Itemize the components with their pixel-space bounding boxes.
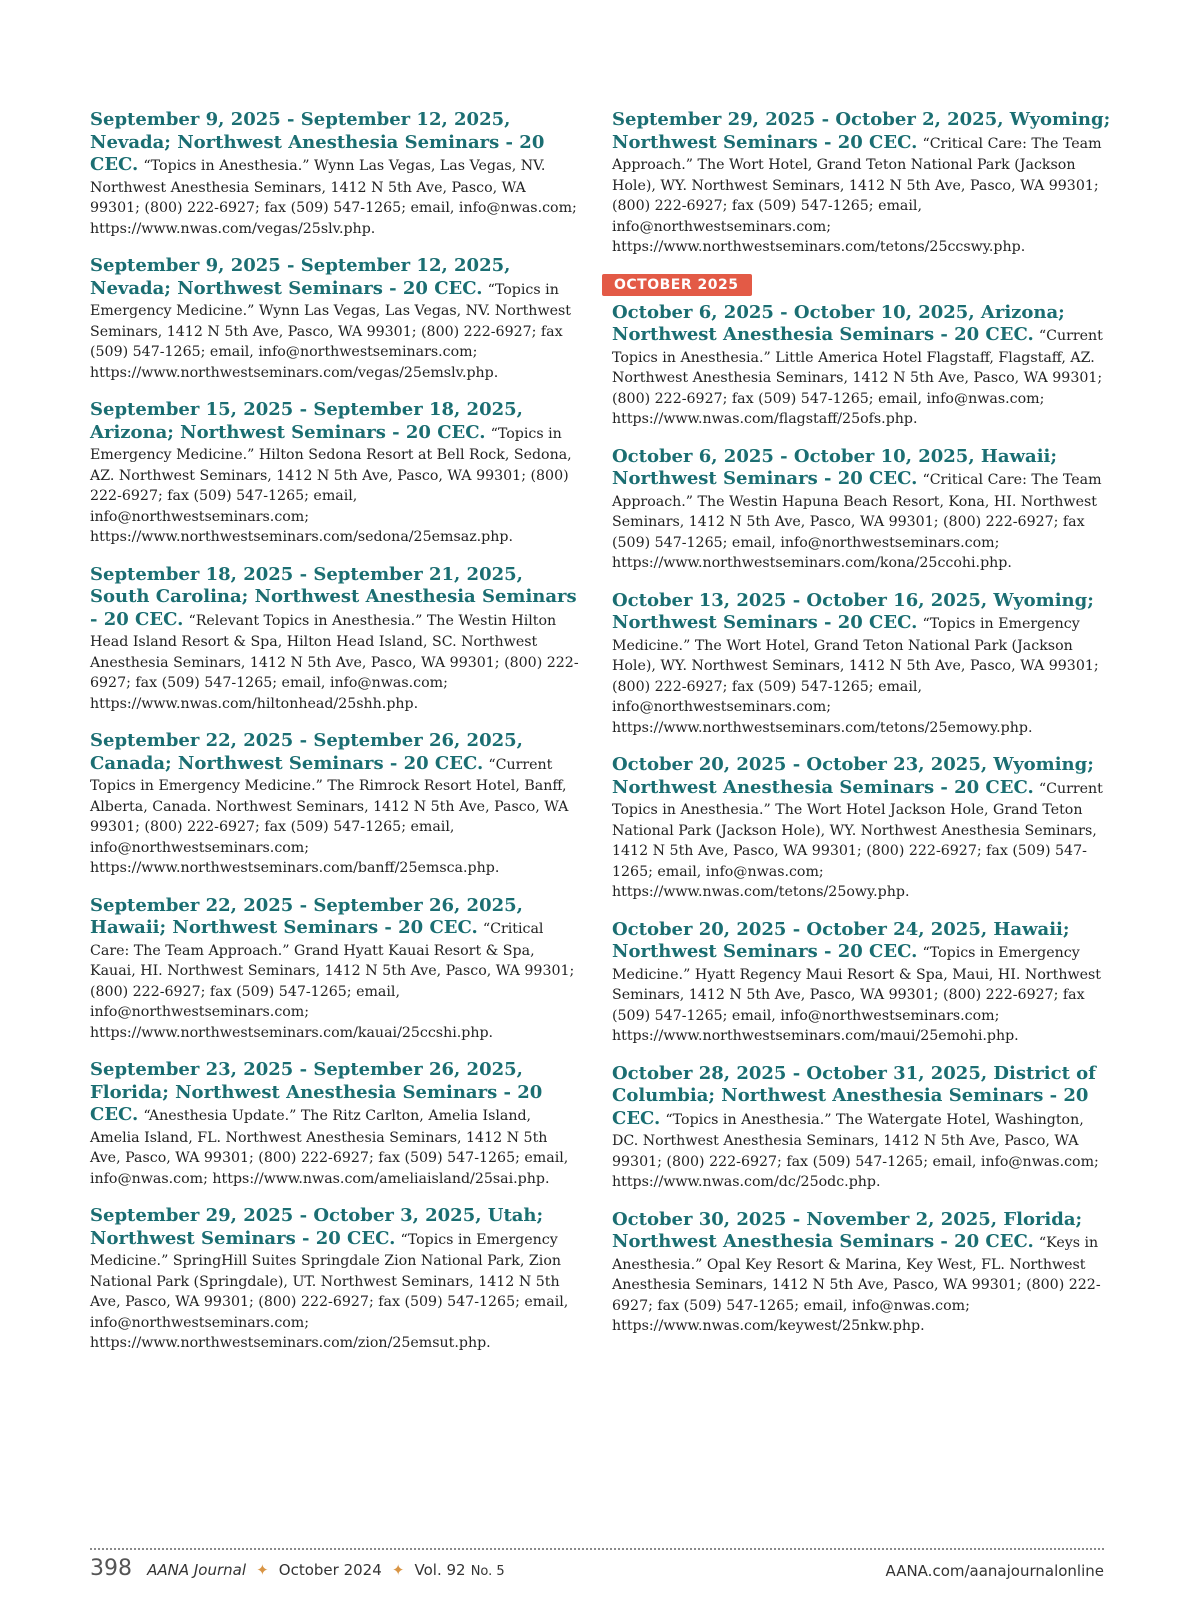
right-column	[612, 109, 1112, 1353]
listing-body: “Topics in Emergency Medicine.” The Wort Hotel, Grand Teton National Park (Jackson Hole), WY. Northwest Seminars, 1412 N 5th Ave, Pasco, WA 99301; (800) 222-6927; fax (509) 547-1265; email, info@northwestseminars.com; https://www.northwestseminars.com/tetons/25emowy.php.	[612, 616, 1099, 736]
listing-body: “Anesthesia Update.” The Ritz Carlton, Amelia Island, Amelia Island, FL. Northwest Anesthesia Seminars, 1412 N 5th Ave, Pasco, WA 99301; (800) 222-6927; fax (509) 547-1265; email, info@nwas.com; https://www.nwas.com/ameliaisland/25sai.php.	[90, 1108, 569, 1187]
listing-entry	[612, 919, 1112, 1046]
listing-heading: September 29, 2025 - October 2, 2025, Wyoming; Northwest Seminars - 20 CEC.	[612, 109, 1111, 153]
listing-heading: October 30, 2025 - November 2, 2025, Florida; Northwest Anesthesia Seminars - 20 CEC.	[612, 1208, 1083, 1252]
listing-entry	[90, 895, 580, 1043]
page-footer	[90, 1556, 1104, 1586]
listing-entry	[612, 446, 1112, 573]
month-section-label: OCTOBER 2025	[602, 274, 752, 296]
listing-heading: October 13, 2025 - October 16, 2025, Wyoming; Northwest Seminars - 20 CEC.	[612, 589, 1094, 633]
listing-heading: September 15, 2025 - September 18, 2025, Arizona; Northwest Seminars - 20 CEC.	[90, 399, 523, 443]
listing-body: “Current Topics in Anesthesia.” Little America Hotel Flagstaff, Flagstaff, AZ. Northwest Anesthesia Seminars, 1412 N 5th Ave, Pasco, WA 99301; (800) 222-6927; fax (509) 547-1265; email, info@nwas.com; https://www.nwas.com/flagstaff/25ofs.php.	[612, 328, 1103, 427]
listing-entry	[90, 399, 580, 547]
listing-heading: October 6, 2025 - October 10, 2025, Arizona; Northwest Anesthesia Seminars - 20 CEC.	[612, 301, 1065, 345]
listing-body: “Relevant Topics in Anesthesia.” The Westin Hilton Head Island Resort & Spa, Hilton Head Island, SC. Northwest Anesthesia Seminars, 1412 N 5th Ave, Pasco, WA 99301; (800) 222-6927; fax (509) 547-1265; email, info@nwas.com; https://www.nwas.com/hiltonhead/25shh.php.	[90, 612, 579, 712]
separator-icon: ✦	[391, 1561, 405, 1579]
listing-heading: October 28, 2025 - October 31, 2025, District of Columbia; Northwest Anesthesia Seminars - 20 CEC.	[612, 1062, 1096, 1129]
listing-entry	[612, 302, 1112, 429]
listing-body: “Topics in Anesthesia.” The Watergate Hotel, Washington, DC. Northwest Anesthesia Seminars, 1412 N 5th Ave, Pasco, WA 99301; (800) 222-6927; fax (509) 547-1265; email, info@nwas.com; https://www.nwas.com/dc/25odc.php.	[612, 1111, 1099, 1190]
listing-body: “Topics in Emergency Medicine.” SpringHill Suites Springdale Zion National Park, Zion National Park (Springdale), UT. Northwest Seminars, 1412 N 5th Ave, Pasco, WA 99301; (800) 222-6927; fax (509) 547-1265; email, info@northwestseminars.com; https://www.northwestseminars.com/zion/25emsut.php.	[90, 1231, 569, 1351]
listing-entry	[612, 590, 1112, 738]
listing-entry	[612, 109, 1112, 257]
listing-body: “Current Topics in Emergency Medicine.” The Rimrock Resort Hotel, Banff, Alberta, Canada. Northwest Seminars, 1412 N 5th Ave, Pasco, WA 99301; (800) 222-6927; fax (509) 547-1265; email, info@northwestseminars.com; https://www.northwestseminars.com/banff/25emsca.php.	[90, 756, 569, 876]
journal-url-link[interactable]: AANA.com/aanajournalonline	[885, 1562, 1104, 1580]
issue-date: October 2024	[278, 1561, 382, 1579]
listing-entry	[90, 1205, 580, 1353]
listing-body: “Topics in Emergency Medicine.” Hilton Sedona Resort at Bell Rock, Sedona, AZ. Northwest Seminars, 1412 N 5th Ave, Pasco, WA 99301; (800) 222-6927; fax (509) 547-1265; email, info@northwestseminars.com; https://www.northwestseminars.com/sedona/25emsaz.php.	[90, 425, 572, 545]
listing-heading: September 9, 2025 - September 12, 2025, Nevada; Northwest Anesthesia Seminars - 20 CEC.	[90, 109, 545, 175]
listing-heading: October 20, 2025 - October 24, 2025, Hawaii; Northwest Seminars - 20 CEC.	[612, 918, 1070, 962]
listing-heading: September 18, 2025 - September 21, 2025, South Carolina; Northwest Anesthesia Seminars - 20 CEC.	[90, 563, 577, 630]
separator-icon: ✦	[256, 1561, 269, 1579]
listing-body: “Critical Care: The Team Approach.” The Wort Hotel, Grand Teton National Park (Jackson Hole), WY. Northwest Seminars, 1412 N 5th Ave, Pasco, WA 99301; (800) 222-6927; fax (509) 547-1265; email, info@northwestseminars.com; https://www.northwestseminars.com/tetons/25ccswy.php.	[612, 135, 1102, 255]
listing-entry	[90, 730, 580, 878]
listing-entry	[612, 754, 1112, 902]
listing-body: “Critical Care: The Team Approach.” Grand Hyatt Kauai Resort & Spa, Kauai, HI. Northwest Seminars, 1412 N 5th Ave, Pasco, WA 99301; (800) 222-6927; fax (509) 547-1265; email, info@northwestseminars.com; https://www.northwestseminars.com/kauai/25ccshi.php.	[90, 921, 575, 1041]
listing-heading: September 22, 2025 - September 26, 2025, Canada; Northwest Seminars - 20 CEC.	[90, 730, 523, 774]
listing-heading: September 23, 2025 - September 26, 2025, Florida; Northwest Anesthesia Seminars - 20 CEC.	[90, 1059, 543, 1125]
listing-entry	[612, 1063, 1112, 1192]
listing-heading: October 20, 2025 - October 23, 2025, Wyoming; Northwest Anesthesia Seminars - 20 CEC.	[612, 754, 1094, 798]
footer-divider	[90, 1548, 1104, 1550]
listing-body: “Keys in Anesthesia.” Opal Key Resort & Marina, Key West, FL. Northwest Anesthesia Seminars, 1412 N 5th Ave, Pasco, WA 99301; (800) 222-6927; fax (509) 547-1265; email, info@nwas.com; https://www.nwas.com/keywest/25nkw.php.	[612, 1235, 1101, 1334]
issue-number: No. 5	[470, 1564, 505, 1579]
listing-entry	[612, 1209, 1112, 1336]
volume: Vol. 92	[414, 1561, 466, 1579]
listing-heading: September 29, 2025 - October 3, 2025, Utah; Northwest Seminars - 20 CEC.	[90, 1205, 544, 1249]
listing-heading: September 22, 2025 - September 26, 2025, Hawaii; Northwest Seminars - 20 CEC.	[90, 894, 523, 938]
listing-entry	[90, 255, 580, 382]
listing-entry	[90, 109, 580, 238]
listing-body: “Topics in Emergency Medicine.” Wynn Las Vegas, Las Vegas, NV. Northwest Seminars, 1412 N 5th Ave, Pasco, WA 99301; (800) 222-6927; fax (509) 547-1265; email, info@northwestseminars.com; https://www.northwestseminars.com/vegas/25emslv.php.	[90, 281, 571, 381]
page-number: 398	[90, 1556, 132, 1581]
listing-entry	[90, 564, 580, 714]
footer-citation	[90, 1556, 505, 1581]
listing-heading: October 6, 2025 - October 10, 2025, Hawaii; Northwest Seminars - 20 CEC.	[612, 445, 1058, 489]
listing-body: “Topics in Emergency Medicine.” Hyatt Regency Maui Resort & Spa, Maui, HI. Northwest Seminars, 1412 N 5th Ave, Pasco, WA 99301; (800) 222-6927; fax (509) 547-1265; email, info@northwestseminars.com; https://www.northwestseminars.com/maui/25emohi.php.	[612, 945, 1102, 1044]
left-column	[90, 109, 580, 1370]
journal-name: AANA Journal	[147, 1561, 247, 1579]
listing-body: “Critical Care: The Team Approach.” The Westin Hapuna Beach Resort, Kona, HI. Northwest Seminars, 1412 N 5th Ave, Pasco, WA 99301; (800) 222-6927; fax (509) 547-1265; email, info@northwestseminars.com; https://www.northwestseminars.com/kona/25ccohi.php.	[612, 472, 1102, 571]
listing-heading: September 9, 2025 - September 12, 2025, Nevada; Northwest Seminars - 20 CEC.	[90, 255, 511, 299]
listing-body: “Topics in Anesthesia.” Wynn Las Vegas, Las Vegas, NV. Northwest Anesthesia Seminars, 1412 N 5th Ave, Pasco, WA 99301; (800) 222-6927; fax (509) 547-1265; email, info@nwas.com; https://www.nwas.com/vegas/25slv.php.	[90, 158, 577, 237]
listing-body: “Current Topics in Anesthesia.” The Wort Hotel Jackson Hole, Grand Teton National Park (Jackson Hole), WY. Northwest Anesthesia Seminars, 1412 N 5th Ave, Pasco, WA 99301; (800) 222-6927; fax (509) 547-1265; email, info@nwas.com; https://www.nwas.com/tetons/25owy.php.	[612, 780, 1103, 900]
listing-entry	[90, 1059, 580, 1188]
